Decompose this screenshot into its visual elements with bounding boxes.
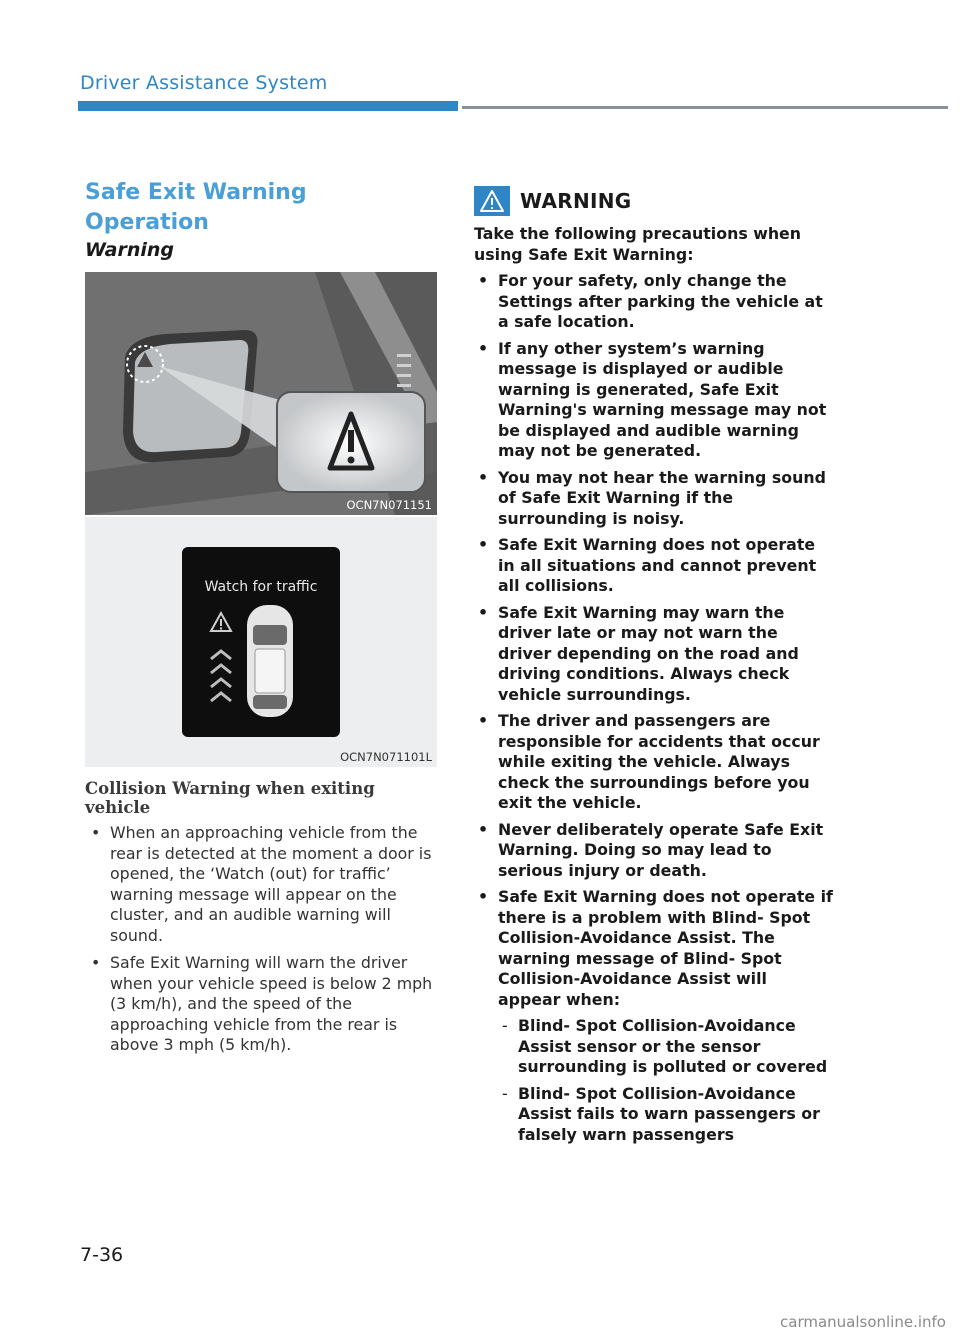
warning-intro: Take the following precautions when using Safe Exit Warning: <box>474 224 802 264</box>
list-item: • For your safety, only change the Settings after parking the vehicle at a safe location. <box>474 271 834 333</box>
right-column <box>474 186 834 1151</box>
page-number: 7-36 <box>80 1244 124 1266</box>
collision-warning-list <box>85 823 437 1056</box>
warning-header <box>474 186 834 216</box>
list-item-text: Safe Exit Warning does not operate if there is a problem with Blind- Spot Collision-Avoidance Assist. The warning message of Blind- Spot Collision-Avoidance Assist will appear when: <box>498 887 833 1009</box>
subheading: Collision Warning when exiting vehicle <box>85 779 375 817</box>
cluster-message: Watch for traffic <box>204 579 318 595</box>
section-subtitle: Warning <box>85 239 175 261</box>
warning-list <box>474 271 834 1145</box>
figure-code: OCN7N071151 <box>346 498 432 512</box>
list-item: • Safe Exit Warning will warn the driver when your vehicle speed is below 2 mph (3 km/h), and the speed of the approaching vehicle from the rear is above 3 mph (5 km/h). <box>85 953 437 1056</box>
figure-side-mirror <box>85 272 437 515</box>
left-column <box>85 178 437 1063</box>
figure-code: OCN7N071101L <box>340 750 432 764</box>
sub-list-item: - Blind- Spot Collision-Avoidance Assist sensor or the sensor surrounding is polluted or covered <box>498 1016 834 1078</box>
warning-title: WARNING <box>520 189 632 213</box>
header-bar-gray <box>462 106 948 109</box>
warning-icon <box>474 186 510 216</box>
list-item: • When an approaching vehicle from the rear is detected at the moment a door is opened, the ‘Watch (out) for traffic’ warning message will appear on the cluster, and an audible warning will sound. <box>85 823 437 946</box>
figure-cluster-display <box>85 517 437 767</box>
list-item: • You may not hear the warning sound of Safe Exit Warning if the surrounding is noisy. <box>474 468 834 530</box>
list-item: • The driver and passengers are responsible for accidents that occur while exiting the vehicle. Always check the surroundings before you exit the vehicle. <box>474 711 834 814</box>
section-title: Safe Exit Warning Operation <box>85 180 307 235</box>
warning-sub-list <box>498 1016 834 1145</box>
list-item: • Safe Exit Warning may warn the driver late or may not warn the driver depending on the road and driving conditions. Always check vehicle surroundings. <box>474 603 834 706</box>
watermark[interactable]: carmanualsonline.info <box>780 1313 946 1331</box>
side-mirror-illustration <box>85 272 437 515</box>
header-title: Driver Assistance System <box>80 72 328 94</box>
header-bar-blue <box>78 101 458 111</box>
list-item: • Never deliberately operate Safe Exit Warning. Doing so may lead to serious injury or death. <box>474 820 834 882</box>
list-item: • Safe Exit Warning does not operate in all situations and cannot prevent all collisions. <box>474 535 834 597</box>
list-item <box>474 887 834 1145</box>
list-item: • If any other system’s warning message is displayed or audible warning is generated, Safe Exit Warning's warning message may not be displayed and audible warning may not be generated. <box>474 339 834 462</box>
cluster-display-illustration <box>85 517 437 767</box>
sub-list-item: - Blind- Spot Collision-Avoidance Assist fails to warn passengers or falsely warn passengers <box>498 1084 834 1146</box>
